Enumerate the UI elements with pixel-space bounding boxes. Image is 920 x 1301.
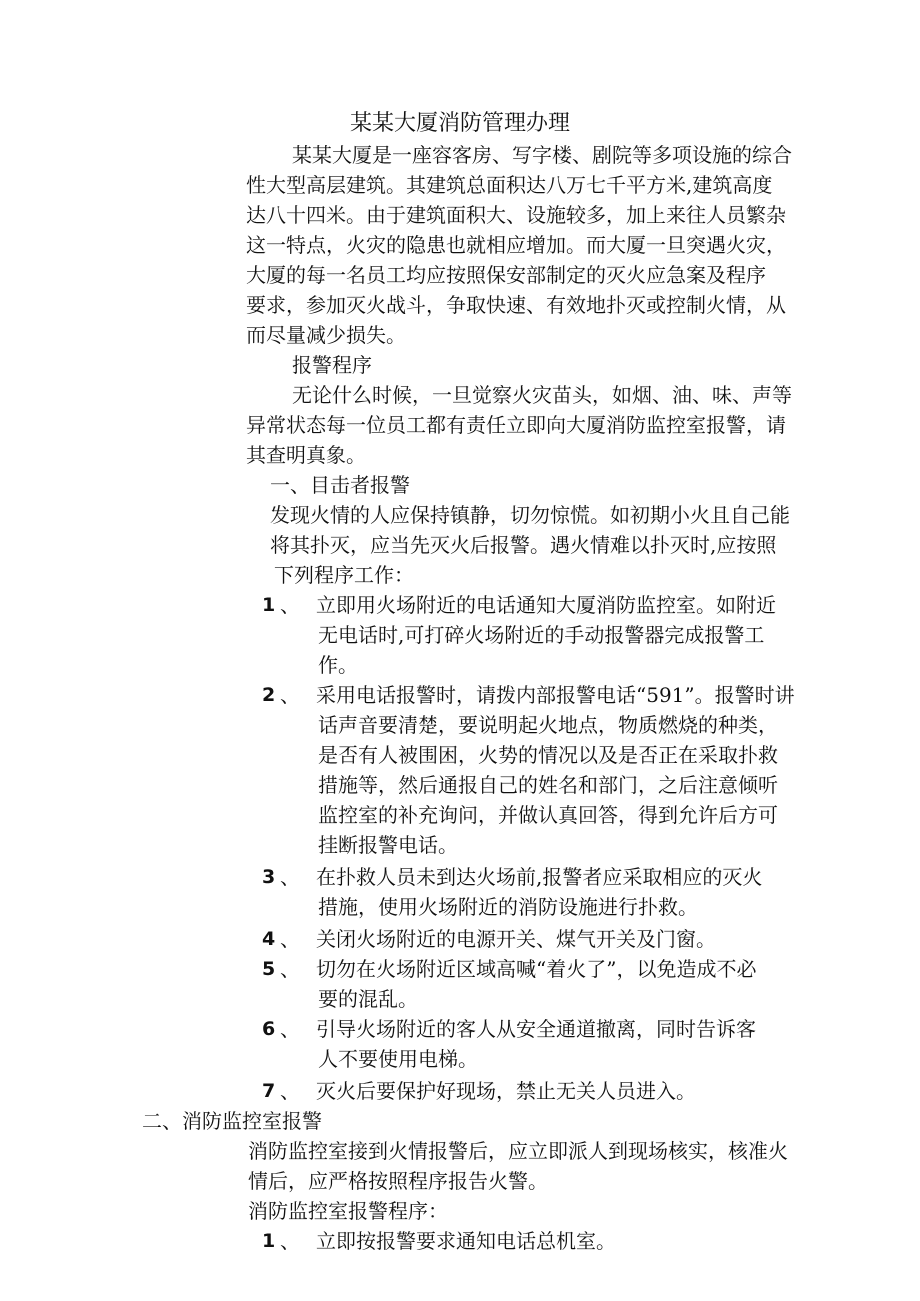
list-item-number: 7 — [262, 1080, 276, 1102]
intro-line: 这一特点，火灾的隐患也就相应增加。而大厦一旦突遇火灾， — [246, 233, 786, 257]
list-item-line: 灭火后要保护好现场，禁止无关人员进入。 — [316, 1079, 696, 1103]
list-item-number: 5 — [262, 958, 276, 980]
list-item-line: 措施等，然后通报自己的姓名和部门，之后注意倾听 — [318, 773, 778, 797]
list-item-number: 4 — [262, 928, 276, 950]
list-item-separator: 、 — [280, 865, 300, 889]
intro-line: 某某大厦是一座容客房、写字楼、剧院等多项设施的综合 — [292, 143, 792, 167]
intro-line: 性大型高层建筑。其建筑总面积达八万七千平方米,建筑高度 — [246, 173, 773, 197]
section1-heading: 一、目击者报警 — [270, 473, 410, 497]
document-title: 某某大厦消防管理办理 — [349, 111, 570, 136]
list-item-line: 是否有人被围困，火势的情况以及是否正在采取扑救 — [318, 743, 778, 767]
list-item-separator: 、 — [280, 957, 300, 981]
list-item-separator: 、 — [280, 683, 300, 707]
intro-line: 而尽量减少损失。 — [246, 323, 406, 347]
alarm-intro-line: 异常状态每一位员工都有责任立即向大厦消防监控室报警，请 — [246, 413, 786, 437]
list-item-line: 话声音要清楚，要说明起火地点，物质燃烧的种类， — [318, 713, 778, 737]
list-item-separator: 、 — [280, 927, 300, 951]
list-item-line: 监控室的补充询问，并做认真回答，得到允许后方可 — [318, 803, 778, 827]
section2-text-line: 消防监控室接到火情报警后，应立即派人到现场核实，核准火 — [248, 1139, 788, 1163]
list-item-number: 1 — [262, 1230, 276, 1252]
list-item-line: 立即按报警要求通知电话总机室。 — [316, 1229, 616, 1253]
section1-text-line: 下列程序工作： — [274, 563, 414, 587]
alarm-intro-line: 其查明真象。 — [246, 443, 366, 467]
list-item-number: 3 — [262, 866, 276, 888]
list-item-number: 1 — [262, 594, 276, 616]
intro-line: 大厦的每一名员工均应按照保安部制定的灭火应急案及程序 — [246, 263, 766, 287]
list-item-line: 关闭火场附近的电源开关、煤气开关及门窗。 — [316, 927, 716, 951]
list-item-number: 2 — [262, 684, 276, 706]
intro-line: 达八十四米。由于建筑面积大、设施较多，加上来往人员繁杂 — [246, 203, 786, 227]
list-item-line: 挂断报警电话。 — [318, 833, 458, 857]
list-item-separator: 、 — [280, 593, 300, 617]
list-item-line: 在扑救人员未到达火场前,报警者应采取相应的灭火 — [316, 865, 763, 889]
section2-text-line: 情后，应严格按照程序报告火警。 — [248, 1169, 548, 1193]
list-item-number: 6 — [262, 1018, 276, 1040]
list-item-line: 引导火场附近的客人从安全通道撤离，同时告诉客 — [316, 1017, 756, 1041]
section2-heading: 二、消防监控室报警 — [142, 1109, 322, 1133]
list-item-line: 切勿在火场附近区域高喊“着火了”，以免造成不必 — [316, 957, 757, 981]
list-item-separator: 、 — [280, 1017, 300, 1041]
alarm-heading: 报警程序 — [292, 353, 372, 377]
list-item-separator: 、 — [280, 1079, 300, 1103]
alarm-intro-line: 无论什么时候，一旦觉察火灾苗头，如烟、油、味、声等 — [292, 383, 792, 407]
list-item-line: 作。 — [318, 653, 358, 677]
list-item-separator: 、 — [280, 1229, 300, 1253]
list-item-line: 要的混乱。 — [318, 987, 418, 1011]
intro-line: 要求，参加灭火战斗，争取快速、有效地扑灭或控制火情，从 — [246, 293, 786, 317]
section2-subheading: 消防监控室报警程序： — [248, 1199, 448, 1223]
list-item-line: 人不要使用电梯。 — [318, 1047, 478, 1071]
section1-text-line: 将其扑灭，应当先灭火后报警。遇火情难以扑灭时,应按照 — [270, 533, 777, 557]
list-item-line: 无电话时,可打碎火场附近的手动报警器完成报警工 — [318, 623, 765, 647]
list-item-line: 措施，使用火场附近的消防设施进行扑救。 — [318, 895, 698, 919]
list-item-line: 立即用火场附近的电话通知大厦消防监控室。如附近 — [316, 593, 776, 617]
list-item-line: 采用电话报警时，请拨内部报警电话“591”。报警时讲 — [316, 683, 795, 707]
section1-text-line: 发现火情的人应保持镇静，切勿惊慌。如初期小火且自己能 — [270, 503, 790, 527]
